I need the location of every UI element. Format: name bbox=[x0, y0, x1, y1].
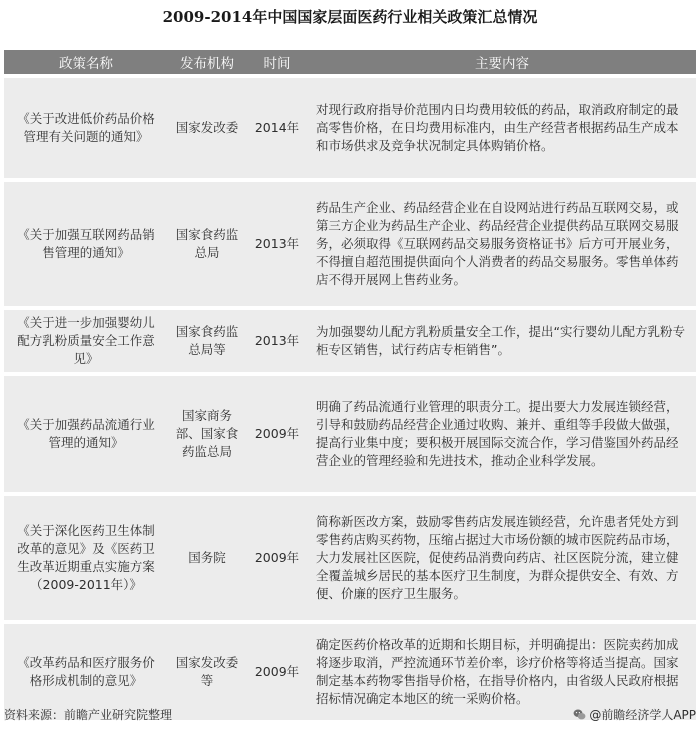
policy-name: 《关于进一步加强婴幼儿配方乳粉质量安全工作意见》 bbox=[4, 310, 168, 372]
publisher: 国家发改委等 bbox=[168, 624, 246, 720]
header-publisher: 发布机构 bbox=[168, 50, 246, 74]
policy-content: 明确了药品流通行业管理的职责分工。提出要大力发展连锁经营，引导和鼓励药品经营企业通过收购、兼并、重组等手段做大做强，提高行业集中度；要积极开展国际交流合作，学习借鉴国外药品经营企业的管理经验和先进技术，推动企业科学发展。 bbox=[308, 376, 696, 492]
wechat-icon bbox=[573, 708, 586, 721]
table-row bbox=[4, 376, 696, 492]
table-header-row bbox=[4, 50, 696, 74]
table-row bbox=[4, 496, 696, 620]
brand bbox=[573, 706, 696, 723]
policy-table bbox=[4, 46, 696, 724]
data-source: 资料来源：前瞻产业研究院整理 bbox=[4, 707, 173, 722]
publisher: 国家食药监总局等 bbox=[168, 310, 246, 372]
brand-label: @前瞻经济学人APP bbox=[589, 707, 696, 722]
publish-year: 2014年 bbox=[246, 78, 308, 178]
publish-year: 2009年 bbox=[246, 496, 308, 620]
page-title: 2009-2014年中国国家层面医药行业相关政策汇总情况 bbox=[162, 8, 538, 26]
policy-content: 对现行政府指导价范围内日均费用较低的药品，取消政府制定的最高零售价格，在日均费用标准内，由生产经营者根据药品生产成本和市场供求及竞争状况制定具体购销价格。 bbox=[308, 78, 696, 178]
policy-content: 确定医药价格改革的近期和长期目标，并明确提出：医院卖药加成将逐步取消，严控流通环节差价率，诊疗价格等将适当提高。国家制定基本药物零售指导价格，在指导价格内，由省级人民政府根据招标情况确定本地区的统一采购价格。 bbox=[308, 624, 696, 720]
policy-name: 《改革药品和医疗服务价格形成机制的意见》 bbox=[4, 624, 168, 720]
policy-content: 为加强婴幼儿配方乳粉质量安全工作，提出“实行婴幼儿配方乳粉专柜专区销售，试行药店专柜销售”。 bbox=[308, 310, 696, 372]
policy-name: 《关于改进低价药品价格管理有关问题的通知》 bbox=[4, 78, 168, 178]
header-policy-name: 政策名称 bbox=[4, 50, 168, 74]
policy-name: 《关于加强药品流通行业管理的通知》 bbox=[4, 376, 168, 492]
publisher: 国家发改委 bbox=[168, 78, 246, 178]
table-row bbox=[4, 310, 696, 372]
publish-year: 2013年 bbox=[246, 182, 308, 306]
policy-name: 《关于深化医药卫生体制改革的意见》及《医药卫生改革近期重点实施方案（2009-2011年）》 bbox=[4, 496, 168, 620]
table-row bbox=[4, 182, 696, 306]
policy-content: 简称新医改方案，鼓励零售药店发展连锁经营，允许患者凭处方到零售药店购买药物，压缩占据过大市场份额的城市医院药品市场，大力发展社区医院，促使药品消费向药店、社区医院分流，建立健全覆盖城乡居民的基本医疗卫生制度，为群众提供安全、有效、方便、价廉的医疗卫生服务。 bbox=[308, 496, 696, 620]
publish-year: 2009年 bbox=[246, 376, 308, 492]
header-time: 时间 bbox=[246, 50, 308, 74]
header-content: 主要内容 bbox=[308, 50, 696, 74]
footer bbox=[4, 704, 696, 724]
table-row bbox=[4, 78, 696, 178]
publisher: 国务院 bbox=[168, 496, 246, 620]
policy-name: 《关于加强互联网药品销售管理的通知》 bbox=[4, 182, 168, 306]
publisher: 国家商务部、国家食药监总局 bbox=[168, 376, 246, 492]
publish-year: 2013年 bbox=[246, 310, 308, 372]
publish-year: 2009年 bbox=[246, 624, 308, 720]
publisher: 国家食药监总局 bbox=[168, 182, 246, 306]
policy-content: 药品生产企业、药品经营企业在自设网站进行药品互联网交易，或第三方企业为药品生产企业、药品经营企业提供药品互联网交易服务，必须取得《互联网药品交易服务资格证书》后方可开展业务，不得擅自超范围提供面向个人消费者的药品交易服务。零售单体药店不得开展网上售药业务。 bbox=[308, 182, 696, 306]
